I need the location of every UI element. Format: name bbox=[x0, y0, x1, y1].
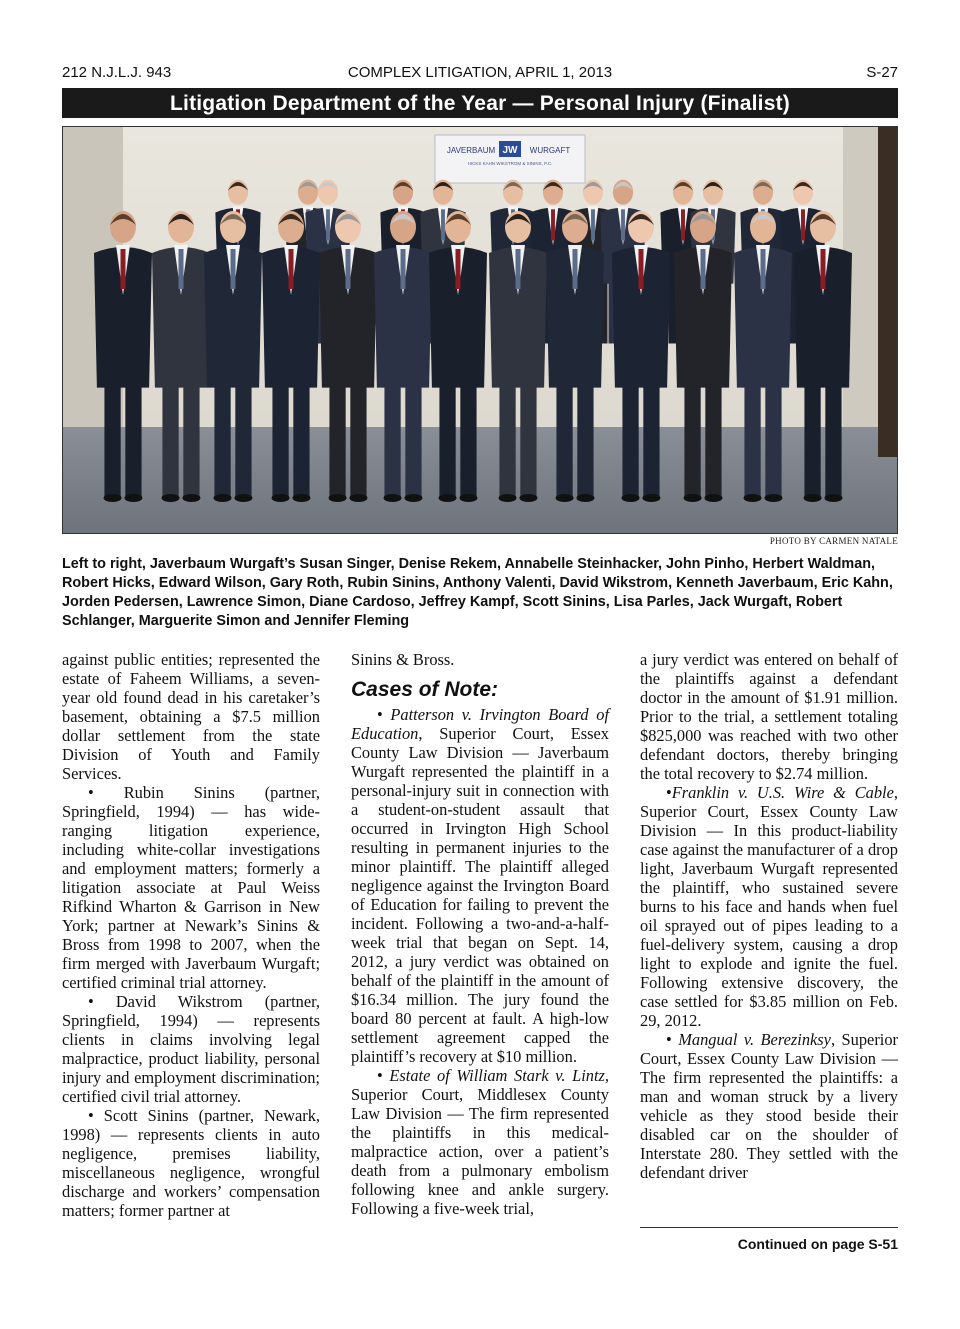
sign-logo: JW bbox=[502, 145, 518, 156]
continued-rule bbox=[640, 1227, 898, 1228]
case-title: Patterson v. Irvington Board of Education bbox=[351, 705, 609, 743]
paragraph: against public entities; represented the estate of Faheem Williams, a seven-year old found dead in his caretaker’s basement, obtaining a $7.5 million dollar settlement from the state Division of Youth and Family Services. bbox=[62, 650, 320, 783]
section-banner: Litigation Department of the Year — Personal Injury (Finalist) bbox=[62, 88, 898, 118]
case-body: Superior Court, Middlesex County Law Division — The firm represented the plaintiffs in this medical-malpractice action, over a patient’s death from a pulmonary embolism following knee and ankle surgery. Following a five-week trial, bbox=[351, 1085, 609, 1218]
paragraph: a jury verdict was entered on behalf of the plaintiffs against a defendant doctor in the amount of $1.91 million. Prior to the trial, a settlement totaling $825,000 was reached with two other defendant doctors, thereby bringing the total recovery to $2.74 million. bbox=[640, 650, 898, 783]
case-title: Franklin v. U.S. Wire & Cable bbox=[671, 783, 894, 802]
article-column-2 bbox=[351, 650, 609, 1218]
case-body: , Superior Court, Essex County Law Division — Javerbaum Wurgaft represented the plaintiff in a personal-injury suit in connection with a student-on-student assault that occurred in Irvington High School resulting in permanent injuries to the minor plaintiff. The plaintiff alleged negligence against the Irvington Board of Education for failing to prevent the incident. Following a two-and-a-half-week trial that began on Sept. 14, 2012, a jury verdict was obtained on behalf of the plaintiff in the amount of $16.34 million. The jury found the board 80 percent at fault. A high-low settlement agreement capped the plaintiff’s recovery at $10 million. bbox=[351, 724, 609, 1066]
paragraph: • Scott Sinins (partner, Newark, 1998) — represents clients in auto negligence, premises liability, miscellaneous negligence, wrongful discharge and workers’ compensation matters; former partner at bbox=[62, 1106, 320, 1220]
article-column-3 bbox=[640, 650, 898, 1182]
photo-credit: PHOTO BY CARMEN NATALE bbox=[769, 536, 898, 546]
sign-text-right: WURGAFT bbox=[529, 146, 571, 155]
paragraph: • David Wikstrom (partner, Springfield, 1994) — represents clients in claims involving legal malpractice, product liability, personal injury and employment discrimination; certified civil trial attorney. bbox=[62, 992, 320, 1106]
photo-caption: Left to right, Javerbaum Wurgaft’s Susan Singer, Denise Rekem, Annabelle Steinhacker, John Pinho, Herbert Waldman, Robert Hicks, Edward Wilson, Gary Roth, Rubin Sinins, Anthony Valenti, David Wikstrom, Kenneth Javerbaum, Eric Kahn, Jorden Pedersen, Lawrence Simon, Diane Cardoso, Jeffrey Kampf, Scott Sinins, Lisa Parles, Jack Wurgaft, Robert Schlanger, Marguerite Simon and Jennifer Fleming bbox=[62, 556, 893, 629]
article-column-1 bbox=[62, 650, 320, 1220]
case-title: Estate of William Stark v. Lintz, bbox=[389, 1066, 609, 1085]
group-photo bbox=[62, 126, 898, 534]
continued-link[interactable]: Continued on page S-51 bbox=[737, 1236, 898, 1252]
sign-subtext: HICKS KAHN WIKSTROM & SININS, P.C. bbox=[467, 161, 553, 166]
section-date: COMPLEX LITIGATION, APRIL 1, 2013 bbox=[347, 64, 613, 81]
sign-text-left: JAVERBAUM bbox=[446, 146, 496, 155]
case-paragraph: • Estate of William Stark v. Lintz, Superior Court, Middlesex County Law Division — The firm represented the plaintiffs in this medical-malpractice action, over a patient’s death from a pulmonary embolism following knee and ankle surgery. Following a five-week trial, bbox=[351, 1066, 609, 1218]
case-title: Mangual v. Berezinksy bbox=[678, 1030, 831, 1049]
running-header bbox=[62, 62, 898, 84]
case-paragraph: •Franklin v. U.S. Wire & Cable, Superior Court, Essex County Law Division — In this product-liability case against the manufacturer of a drop light, Javerbaum Wurgaft represented the plaintiff, who sustained severe burns to his face and hands when fuel oil sprayed out of pipes leading to a fuel-delivery system, causing a drop light to explode and ignite the fuel. Following extensive discovery, the case settled for $3.85 million on Feb. 29, 2012. bbox=[640, 783, 898, 1030]
cases-subhead: Cases of Note: bbox=[351, 678, 499, 701]
case-body: , Superior Court, Essex County Law Division — The firm represented the plaintiffs: a man and woman struck by a livery vehicle as they stood beside their disabled car on the shoulder of Interstate 280. They settled with the defendant driver bbox=[640, 1030, 898, 1182]
page-number: S-27 bbox=[866, 64, 898, 81]
case-paragraph: • Mangual v. Berezinksy, Superior Court, Essex County Law Division — The firm represented the plaintiffs: a man and woman struck by a livery vehicle as they stood beside their disabled car on the shoulder of Interstate 280. They settled with the defendant driver bbox=[640, 1030, 898, 1182]
journal-citation: 212 N.J.L.J. 943 bbox=[62, 64, 172, 81]
paragraph: Sinins & Bross. bbox=[351, 650, 455, 669]
case-body: , Superior Court, Essex County Law Division — In this product-liability case against the manufacturer of a drop light, Javerbaum Wurgaft represented the plaintiff, who sustained severe burns to his face and hands when fuel oil sprayed out of pipes leading to a fuel-delivery system, causing a drop light to explode and ignite the fuel. Following extensive discovery, the case settled for $3.85 million on Feb. 29, 2012. bbox=[640, 783, 898, 1030]
paragraph: • Rubin Sinins (partner, Springfield, 1994) — has wide-ranging litigation experience, including white-collar investigations and employment matters; formerly a litigation associate at Paul Weiss Rifkind Wharton & Garrison in New York; partner at Newark’s Sinins & Bross from 1998 to 2007, when the firm merged with Javerbaum Wurgaft; certified criminal trial attorney. bbox=[62, 783, 320, 992]
case-paragraph: • Patterson v. Irvington Board of Education, Superior Court, Essex County Law Division — Javerbaum Wurgaft represented the plaintiff in a personal-injury suit in connection with a student-on-student assault that occurred in Irvington High School resulting in permanent injuries to the minor plaintiff. The plaintiff alleged negligence against the Irvington Board of Education for failing to prevent the incident. Following a two-and-a-half-week trial that began on Sept. 14, 2012, a jury verdict was obtained on behalf of the plaintiff in the amount of $16.34 million. The jury found the board 80 percent at fault. A high-low settlement agreement capped the plaintiff’s recovery at $10 million. bbox=[351, 705, 609, 1066]
